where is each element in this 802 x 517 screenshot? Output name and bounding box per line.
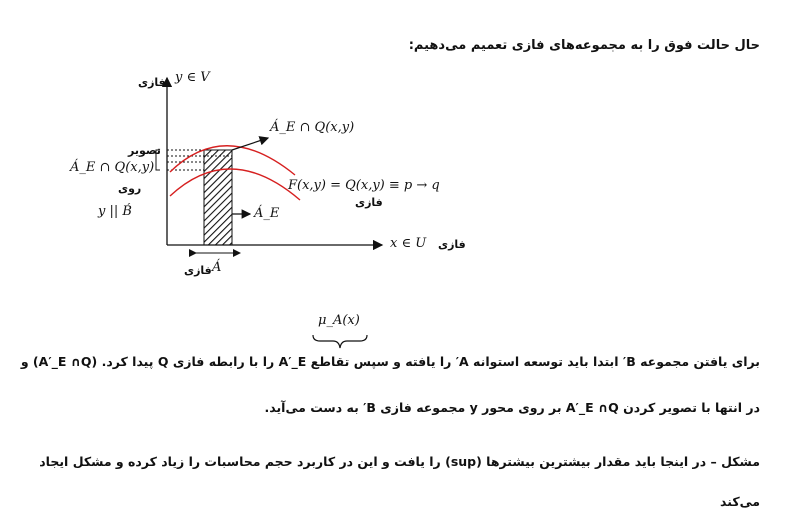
x-axis-label: x ∈ U	[390, 236, 427, 251]
curve-label: F(x,y) = Q(x,y) ≡ p → q	[288, 178, 440, 193]
x-axis-fa-label: فازی	[438, 238, 466, 251]
lower-curve	[170, 169, 300, 200]
y-axis-fa-label: فازی	[138, 76, 166, 89]
a-label: Á	[212, 260, 222, 275]
y-axis-label: y ∈ V	[175, 70, 210, 85]
ae-label: Á_E	[254, 206, 280, 221]
proj-label-1: تصویر	[128, 144, 161, 157]
top-label: Á_E ∩ Q(x,y)	[270, 120, 355, 135]
proj-label-4: y || B́	[98, 204, 132, 219]
hatched-region	[204, 150, 232, 245]
intro-text: حال حالت فوق را به مجموعه‌های فازی تعمیم می‌دهیم:	[408, 38, 760, 53]
brace-label: μ_A(x)	[318, 313, 360, 328]
proj-label-2: Á_E ∩ Q(x,y)	[70, 160, 155, 175]
paragraph-2: در انتها با تصویر کردن A′_E ∩Q بر روی محور y مجموعه فازی B′ به دست می‌آید.	[264, 400, 760, 415]
brace	[313, 335, 367, 348]
paragraph-4: می‌کند	[720, 494, 760, 509]
curve-fa-label: فازی	[355, 196, 383, 209]
top-arrow	[232, 138, 268, 150]
paragraph-1: برای یافتن مجموعه B′ ابتدا باید توسعه استوانه A′ را یافته و سپس تقاطع A′_E را با رابطه فازی Q پیدا کرد. (A′_E ∩Q) و	[20, 354, 760, 369]
proj-label-3: روی	[118, 182, 142, 195]
paragraph-3: مشکل – در اینجا باید مقدار بیشترین بیشترها (sup) را یافت و این در کاربرد حجم محاسبات را زیاد کرده و مشکل ایجاد	[39, 454, 760, 469]
a-fa-label: فازی	[184, 264, 212, 277]
